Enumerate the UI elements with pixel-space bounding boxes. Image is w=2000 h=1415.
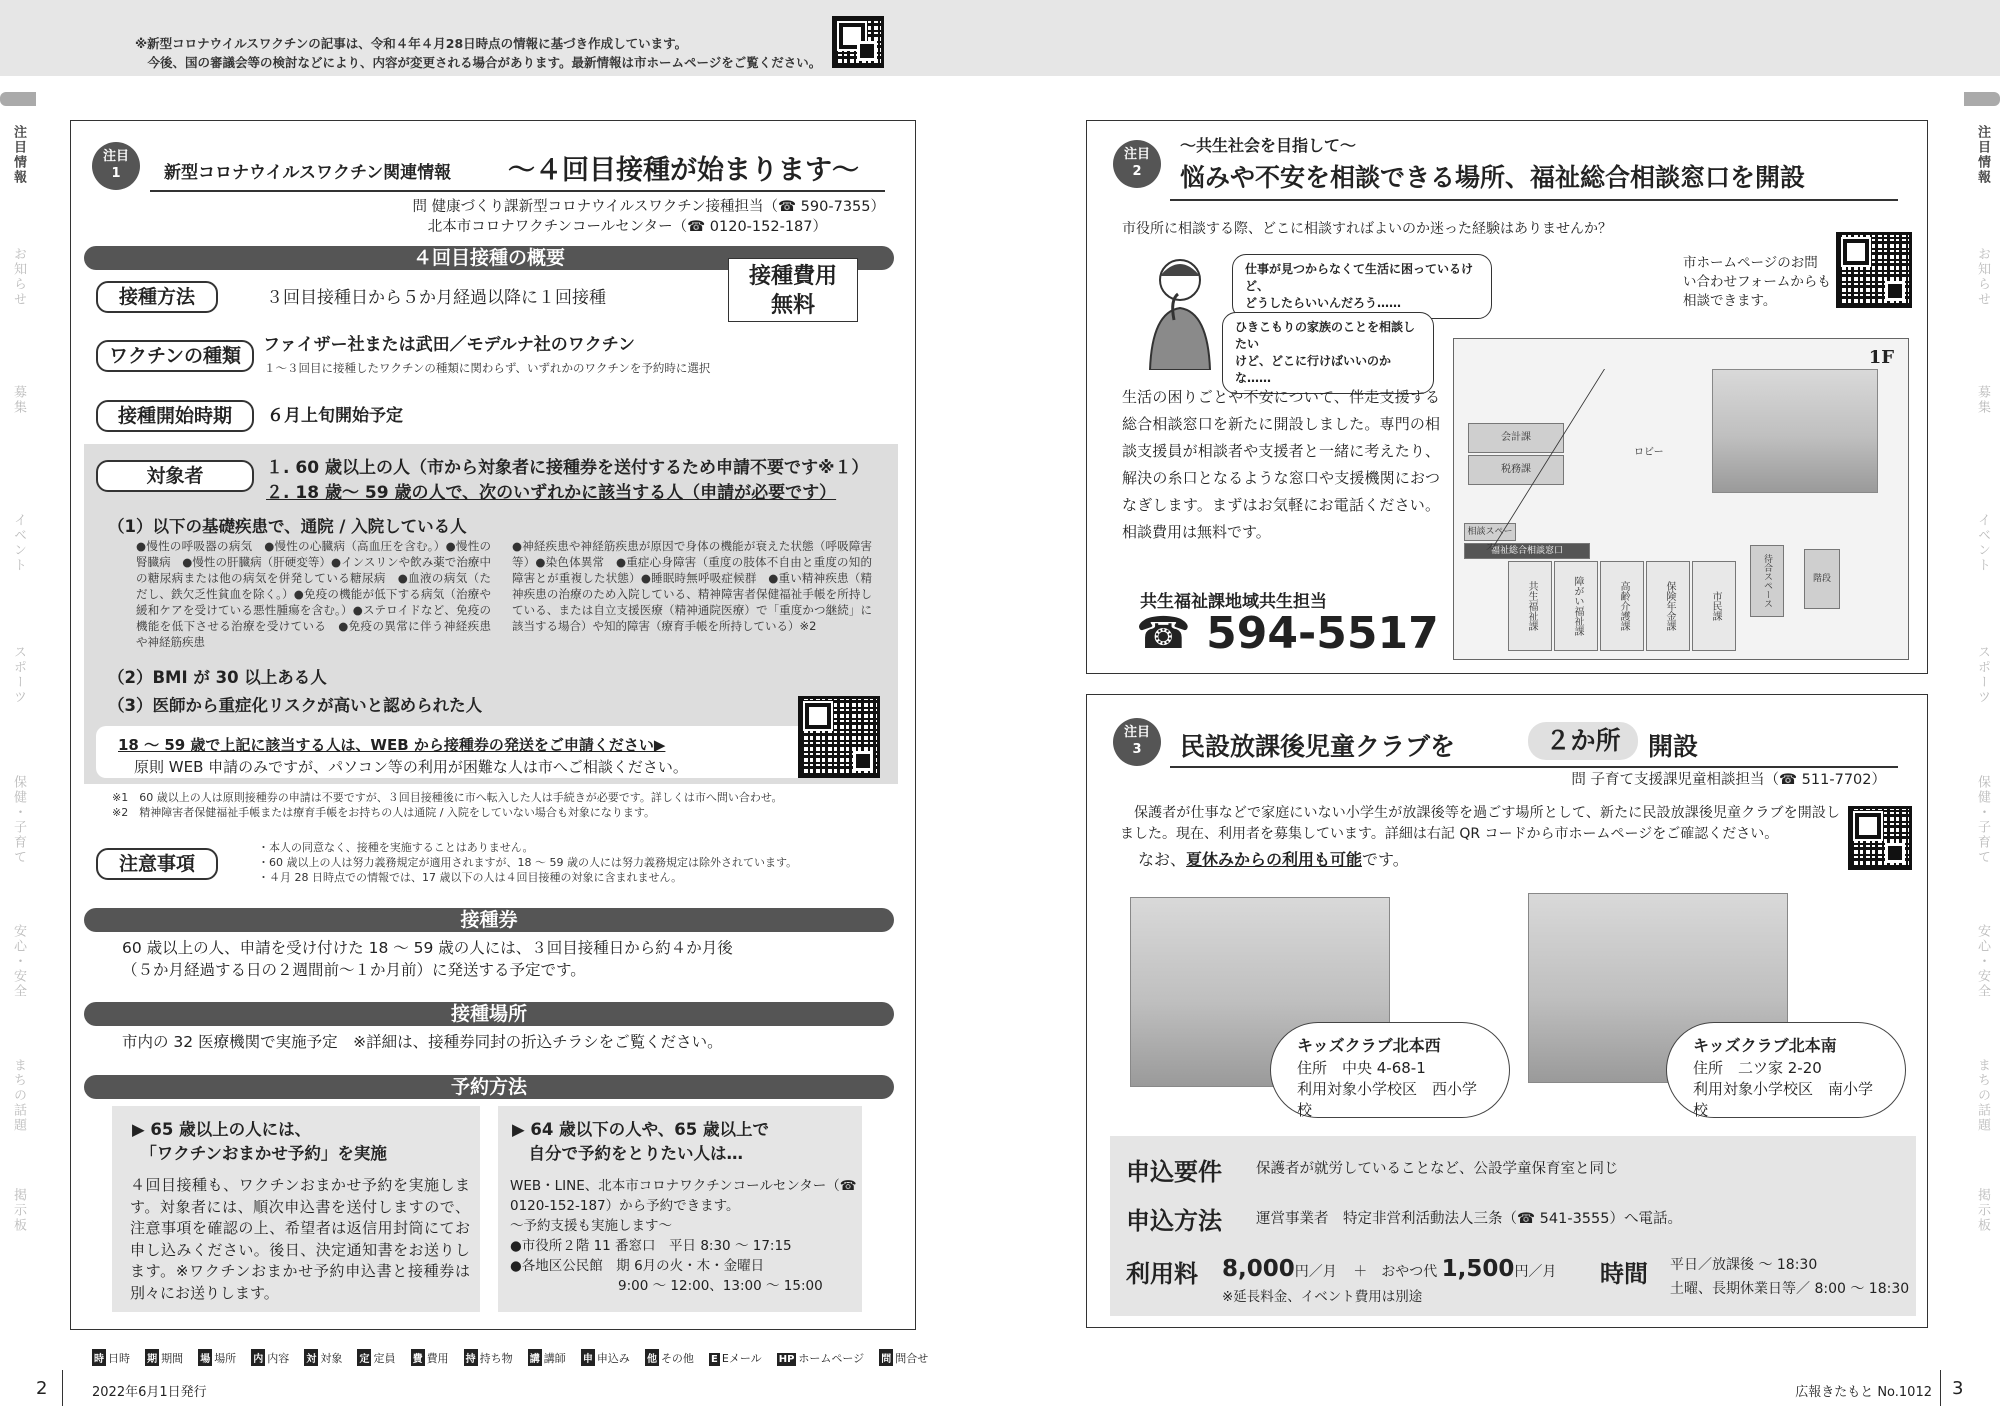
side-item-event-right[interactable]: イベント [1975, 513, 1990, 573]
place-text: 市内の 32 医療機関で実施予定 ※詳細は、接種券同封の折込チラシをご覧ください。 [122, 1033, 723, 1051]
club-south-name: キッズクラブ北本南 [1693, 1036, 1837, 1055]
fee-plus-snack: ＋ おやつ代 [1353, 1264, 1438, 1280]
room-waiting: 待合スペース [1750, 545, 1784, 617]
method-label: 接種方法 [96, 281, 218, 313]
legend-item: 内 内容 [251, 1349, 289, 1366]
header-qr-code[interactable] [832, 16, 884, 68]
notable-badge-1: 注目 1 [92, 142, 140, 190]
legend-item: HP ホームページ [778, 1352, 865, 1365]
a3-contact: 問 子育て支援課児童相談担当（☎ 511-7702） [1571, 772, 1886, 788]
side-index-left [0, 92, 36, 106]
a2-question: 市役所に相談する際、どこに相談すればよいのか迷った経験はありませんか？ [1122, 221, 1612, 237]
room-accounting: 会計課 [1468, 423, 1564, 453]
fee-amount: 8,000 [1222, 1256, 1295, 1282]
condition-1: （1）以下の基礎疾患で、通院 / 入院している人 [108, 517, 467, 536]
fee-unit: 円／月 [1294, 1264, 1337, 1280]
side-tab-marker-right [1964, 92, 2000, 106]
a2-dept: 共生福祉課地域共生担当 [1140, 592, 1327, 612]
side-item-news-right[interactable]: お知らせ [1975, 247, 1990, 307]
floor-label: 1F [1868, 347, 1894, 368]
web-apply-note: 原則 WEB 申請のみですが、パソコン等の利用が困難な人は市へご相談ください。 [134, 758, 688, 776]
side-item-sports-right[interactable]: スポーツ [1975, 645, 1990, 705]
notable-badge-3: 注目 3 [1113, 718, 1161, 766]
method-text: ３回目接種日から５か月経過以降に１回接種 [266, 288, 606, 308]
ticket-heading: 接種券 [84, 908, 894, 932]
a3-title-c: 開設 [1648, 732, 1699, 761]
a2-title-rule [1170, 199, 1898, 201]
room-insurance: 保険年金課 [1646, 561, 1690, 651]
club-south-info [1666, 1022, 1906, 1118]
fee-free-box: 接種費用 無料 [728, 258, 858, 322]
notable-badge-2: 注目 2 [1113, 140, 1161, 188]
legend-item: 対 対象 [304, 1349, 342, 1366]
side-item-town-right[interactable]: まちの話題 [1975, 1057, 1990, 1133]
legend-item: 問 問合せ [879, 1349, 928, 1366]
legend-item: 時 日時 [92, 1349, 130, 1366]
legend-item: 持 持ち物 [464, 1349, 513, 1366]
club-west-school: 利用対象小学校区 西小学校 [1297, 1080, 1478, 1119]
side-item-safety[interactable]: 安心・安全 [11, 923, 26, 999]
a2-body: 生活の困りごとや不安について、伴走支援する総合相談窓口を新たに開設しました。専門の相談支援員が相談者や支援者と一緒に考えたり、解決の糸口となるような窓口や支援機関におつなぎします。まずはお気軽にお電話ください。相談費用は無料です。 [1122, 388, 1440, 541]
reserve-left-text: ４回目接種も、ワクチンおまかせ予約を実施します。対象者には、順次申込書を送付しますので、注意事項を確認の上、希望者は返信用封筒にてお申し込みください。後日、決定通知書をお送りします。※ワクチンおまかせ予約申込書と接種券は別々にお送りします。 [130, 1176, 470, 1302]
room-disability: 障がい福祉課 [1554, 561, 1598, 651]
page-number-left: 2 [36, 1378, 48, 1399]
snack-amount: 1,500 [1441, 1256, 1515, 1282]
side-item-town[interactable]: まちの話題 [11, 1057, 26, 1133]
a2-subtitle: ～共生社会を目指して～ [1180, 136, 1357, 155]
club-south-address: 住所 二ツ家 2-20 [1693, 1059, 1822, 1077]
room-consult-space: 相談スペース [1464, 523, 1516, 541]
side-item-health[interactable]: 保健・子育て [11, 775, 26, 865]
snack-unit: 円／月 [1514, 1264, 1557, 1280]
a1-title-small: 新型コロナウイルスワクチン関連情報 [164, 163, 452, 183]
a3-body2-a: なお、 [1138, 850, 1187, 869]
fee-line [1222, 1256, 1556, 1282]
disease-list-left: ●慢性の呼吸器の病気 ●慢性の心臓病（高血圧を含む。）●慢性の腎臓病 ●慢性の肝臓病（肝硬変等）●インスリンや飲み薬で治療中の糖尿病または他の病気を併発している糖尿病 ●血液の病気（ただし、鉄欠乏性貧血を除く。）●免疫の機能が低下する病気（治療や緩和ケアを受けている悪性腫瘍を含む。）●ステロイドなど、免疫の機能を低下させる治療を受けている ●免疫の異常に伴う神経疾患や神経筋疾患 [136, 539, 491, 649]
a2-title: 悩みや不安を相談できる場所、福祉総合相談窓口を開設 [1180, 163, 1806, 192]
fee-note: ※延長料金、イベント費用は別途 [1222, 1289, 1423, 1305]
condition-3: （3）医師から重症化リスクが高いと認められた人 [108, 696, 483, 715]
note-2: ※2 精神障害者保健福祉手帳または療育手帳をお持ちの人は通院 / 入院をしていない場合も対象になります。 [112, 806, 656, 819]
caution-label: 注意事項 [96, 848, 218, 880]
a2-phone[interactable]: ☎ 594-5517 [1136, 608, 1439, 659]
start-text: ６月上旬開始予定 [267, 406, 403, 426]
room-elderly: 高齢介護課 [1600, 561, 1644, 651]
vaccine-apply-qr-code[interactable] [798, 696, 880, 778]
side-item-notable-right[interactable]: 注目情報 [1975, 125, 1990, 185]
legend-item: 申 申込み [581, 1349, 630, 1366]
side-index-right [1964, 92, 2000, 106]
a2-web-note: 市ホームページのお問い合わせフォームからも相談できます。 [1683, 255, 1831, 309]
floor-plan [1453, 338, 1909, 660]
web-apply-text[interactable]: 18 ～ 59 歳で上記に該当する人は、WEB から接種券の発送をご申請ください▶ [118, 736, 666, 754]
target-label: 対象者 [96, 460, 254, 492]
a3-body2-highlight: 夏休みからの利用も可能 [1186, 850, 1363, 869]
legend-item: 定 定員 [357, 1349, 395, 1366]
footer-divider-right [1940, 1370, 1941, 1406]
header-note: ※新型コロナウイルスワクチンの記事は、令和４年４月28日時点の情報に基づき作成しています。 今後、国の審議会等の検討などにより、内容が変更される場合があります。最新情報は市ホームページをご覧ください。 [135, 36, 822, 70]
req-label: 申込要件 [1126, 1158, 1222, 1186]
method-label-a3: 申込方法 [1126, 1207, 1222, 1235]
a3-title-rule [1170, 766, 1898, 768]
condition-2: （2）BMI が 30 以上ある人 [108, 668, 327, 687]
room-kyosei: 共生福祉課 [1508, 561, 1552, 651]
a3-body: 保護者が仕事などで家庭にいない小学生が放課後等を過ごす場所として、新たに民設放課後児童クラブを開設しました。現在、利用者を募集しています。詳細は右記 QR コードから市ホームページをご確認ください。 [1120, 805, 1840, 842]
a3-body2 [1138, 849, 1409, 871]
side-item-safety-right[interactable]: 安心・安全 [1975, 923, 1990, 999]
side-item-board[interactable]: 掲示板 [11, 1187, 26, 1233]
caution-text: ・本人の同意なく、接種を実施することはありません。 ・60 歳以上の人は努力義務規定が適用されますが、18 ～ 59 歳の人には努力義務規定は除外されています。 ・４月 28 日時点での情報では、17 歳以下の人は４回目接種の対象に含まれません。 [258, 841, 798, 884]
a1-overview-heading: ４回目接種の概要 [84, 246, 894, 270]
side-item-event[interactable]: イベント [11, 513, 26, 573]
time-label: 時間 [1600, 1260, 1648, 1288]
room-lobby: ロビー [1634, 447, 1664, 458]
room-consult-window: 福祉総合相談窓口 [1464, 543, 1590, 559]
room-citizen: 市民課 [1692, 561, 1736, 651]
time-saturday: 土曜、長期休業日等／ 8:00 ～ 18:30 [1670, 1281, 1910, 1297]
room-stairs: 階段 [1804, 549, 1840, 609]
side-item-notable[interactable]: 注目情報 [11, 125, 26, 185]
club-west-name: キッズクラブ北本西 [1297, 1036, 1441, 1055]
side-item-news[interactable]: お知らせ [11, 247, 26, 307]
a3-body2-c: です。 [1362, 850, 1409, 869]
reserve-heading: 予約方法 [84, 1075, 894, 1099]
method-text-a3: 運営事業者 特定非営利活動法人三条（☎ 541-3555）へ電話。 [1256, 1211, 1682, 1227]
kids-club-qr-code[interactable] [1848, 806, 1912, 870]
side-item-recruit[interactable]: 募集 [11, 385, 26, 415]
legend-item: 場 場所 [198, 1349, 236, 1366]
side-item-sports[interactable]: スポーツ [11, 645, 26, 705]
legend-row [92, 1347, 938, 1366]
side-item-health-right[interactable]: 保健・子育て [1975, 775, 1990, 865]
note-1: ※1 60 歳以上の人は原則接種券の申請は不要ですが、３回目接種後に市へ転入した人は手続きが必要です。詳しくは市へ問い合わせ。 [112, 791, 783, 804]
target-2: ２. 18 歳～ 59 歳の人で、次のいずれかに該当する人（申請が必要です） [266, 483, 837, 503]
speech-bubble-1: 仕事が見つからなくて生活に困っているけど、 どうしたらいいんだろう…… [1232, 254, 1492, 319]
speech-bubble-2: ひきこもりの家族のことを相談したい けど、どこに行けばいいのかな…… [1222, 312, 1434, 394]
footer-divider-left [62, 1370, 63, 1406]
reserve-right-title: ▶ 64 歳以下の人や、65 歳以上で 自分で予約をとりたい人は… [512, 1120, 770, 1163]
legend-item: 期 期間 [145, 1349, 183, 1366]
worried-person-illustration [1140, 250, 1218, 370]
time-weekday: 平日／放課後 ～ 18:30 [1670, 1257, 1818, 1273]
reserve-left-title: ▶ 65 歳以上の人には、 「ワクチンおまかせ予約」を実施 [132, 1120, 387, 1163]
side-item-board-right[interactable]: 掲示板 [1975, 1187, 1990, 1233]
start-label: 接種開始時期 [96, 400, 254, 432]
club-west-address: 住所 中央 4-68-1 [1297, 1059, 1426, 1077]
vaccine-type-text: ファイザー社または武田／モデルナ社のワクチン [263, 335, 635, 355]
vaccine-type-label: ワクチンの種類 [96, 340, 254, 372]
side-tab-marker [0, 92, 36, 106]
a3-title-b: ２か所 [1528, 722, 1638, 760]
reserve-right-text: WEB・LINE、北本市コロナワクチンコールセンター（☎ 0120-152-187）から予約できます。 ～予約支援も実施します～ ●市役所２階 11 番窓口 平日 8:30 ～ 17:15 ●各地区公民館 期 6月の火・木・金曜日 9:00 ～ 12:00、13:00 ～ 15:00 [510, 1178, 857, 1294]
consultation-window-photo [1712, 369, 1878, 493]
place-heading: 接種場所 [84, 1002, 894, 1026]
page-number-right: 3 [1952, 1378, 1964, 1399]
side-item-recruit-right[interactable]: 募集 [1975, 385, 1990, 415]
req-text: 保護者が就労していることなど、公設学童保育室と同じ [1256, 1161, 1619, 1177]
a1-title-large: ～４回目接種が始まります～ [508, 155, 859, 186]
fee-label: 利用料 [1126, 1260, 1198, 1288]
a1-contact-2: 北本市コロナワクチンコールセンター（☎ 0120-152-187） [427, 219, 827, 235]
issue-date: 2022年6月1日発行 [92, 1385, 207, 1400]
publication-name: 広報きたもと No.1012 [1795, 1385, 1932, 1400]
a1-title-rule [150, 190, 885, 192]
legend-item: 費 費用 [411, 1349, 449, 1366]
legend-item: 講 講師 [528, 1349, 566, 1366]
legend-item: E Eメール [711, 1352, 762, 1365]
a1-contact-1: 問 健康づくり課新型コロナウイルスワクチン接種担当（☎ 590-7355） [412, 199, 885, 215]
target-1: １. 60 歳以上の人（市から対象者に接種券を送付するため申請不要です※１） [266, 458, 869, 478]
disease-list-right: ●神経疾患や神経筋疾患が原因で身体の機能が衰えた状態（呼吸障害等）●染色体異常 ●重症心身障害（重度の肢体不自由と重度の知的障害とが重複した状態）●睡眠時無呼吸症候群 ●重い精神疾患（精神疾患の治療のため入院している、精神障害者保健福祉手帳を所持している、または自立支援医療（精神通院医療）で「重度かつ継続」に該当する場合）や知的障害（療育手帳を所持している）※2 [512, 539, 872, 633]
club-west-info [1270, 1022, 1510, 1118]
ticket-text: 60 歳以上の人、申請を受け付けた 18 ～ 59 歳の人には、３回目接種日から約４か月後 （５か月経過する日の２週間前～１か月前）に発送する予定です。 [122, 939, 733, 979]
a3-title-a: 民設放課後児童クラブを [1180, 732, 1456, 761]
legend-item: 他 その他 [645, 1349, 694, 1366]
welfare-qr-code[interactable] [1836, 232, 1912, 308]
vaccine-type-note: １～３回目に接種したワクチンの種類に関わらず、いずれかのワクチンを予約時に選択 [264, 361, 711, 375]
club-south-school: 利用対象小学校区 南小学校 [1693, 1080, 1874, 1119]
room-tax: 税務課 [1468, 455, 1564, 485]
